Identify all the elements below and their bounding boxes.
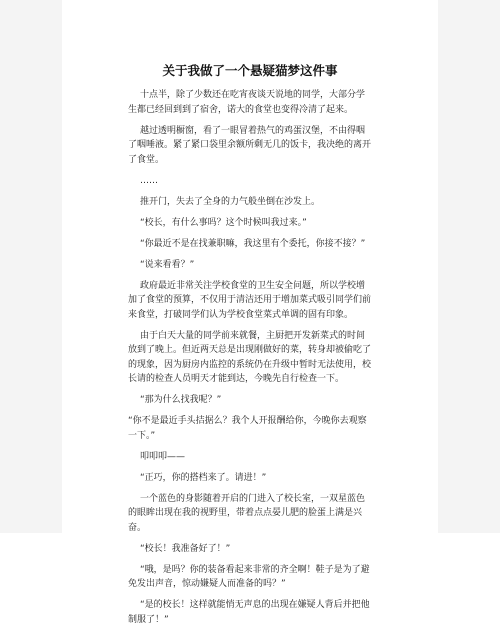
paragraph: 越过透明橱窗，看了一眼冒着热气的鸡蛋汉堡，不由得咽了咽唾液。紧了紧口袋里余额所剩无几的饭卡，我决绝的离开了食堂。	[128, 125, 372, 165]
paragraph: 推开门，失去了全身的力气般坐倒在沙发上。	[140, 196, 321, 207]
dialog-line: “哦，是吗？你的装备看起来非常的齐全啊！鞋子是为了避免发出声音，惊动嫌疑人而准备的吗？”	[128, 564, 370, 589]
right-margin	[438, 0, 500, 533]
article-body	[128, 63, 372, 634]
ellipsis-separator: ……	[140, 175, 158, 186]
dialog-line: “说来看看？”	[140, 259, 195, 270]
paragraph: 由于白天大量的同学前来就餐，主厨把开发新菜式的时间放到了晚上。但近两天总是出现刚做好的菜，转身却被偷吃了的现象，因为厨房内监控的系统仍在升级中暂时无法使用，校长请的检查人员明天才能到达，今晚先自行检查一下。	[128, 330, 372, 384]
paragraph: 一个蓝色的身影随着开启的门进入了校长室，一双星蓝色的眼眸出现在我的视野里，带着点点晏儿肥的脸蛋上满是兴奋。	[128, 493, 366, 533]
dialog-line: “你最近不是在找兼职嘛，我这里有个委托，你接不接？”	[140, 238, 366, 249]
dialog-line: “是的校长！这样就能悄无声息的出现在嫌疑人背后并把他制服了！”	[128, 600, 370, 625]
dialog-line: “正巧，你的搭档来了。请进！”	[140, 472, 267, 483]
dialog-line: “校长！我准备好了！”	[140, 543, 231, 554]
dialog-line: “那为什么找我呢？”	[140, 395, 222, 405]
paragraph: 十点半，除了少数还在吃宵夜谈天说地的同学，大部分学生都已经回到到了宿舍，诺大的食堂也变得冷清了起来。	[128, 90, 366, 115]
dialog-line: “你不是最近手头拮据么？我个人开报酬给你，今晚你去观察一下。”	[128, 416, 367, 441]
document-page	[62, 0, 438, 625]
left-margin	[0, 0, 62, 533]
paragraph: 政府最近非常关注学校食堂的卫生安全问题，所以学校增加了食堂的预算，不仅用于清洁还用于增加菜式吸引同学们前来食堂，打破同学们认为学校食堂菜式单调的固有印象。	[128, 280, 372, 320]
sound-line: 叩叩叩——	[140, 451, 186, 462]
dialog-line: “校长，有什么事吗？这个时候叫我过来。”	[140, 217, 307, 228]
article-title: 关于我做了一个悬疑猫梦这件事	[162, 63, 338, 78]
